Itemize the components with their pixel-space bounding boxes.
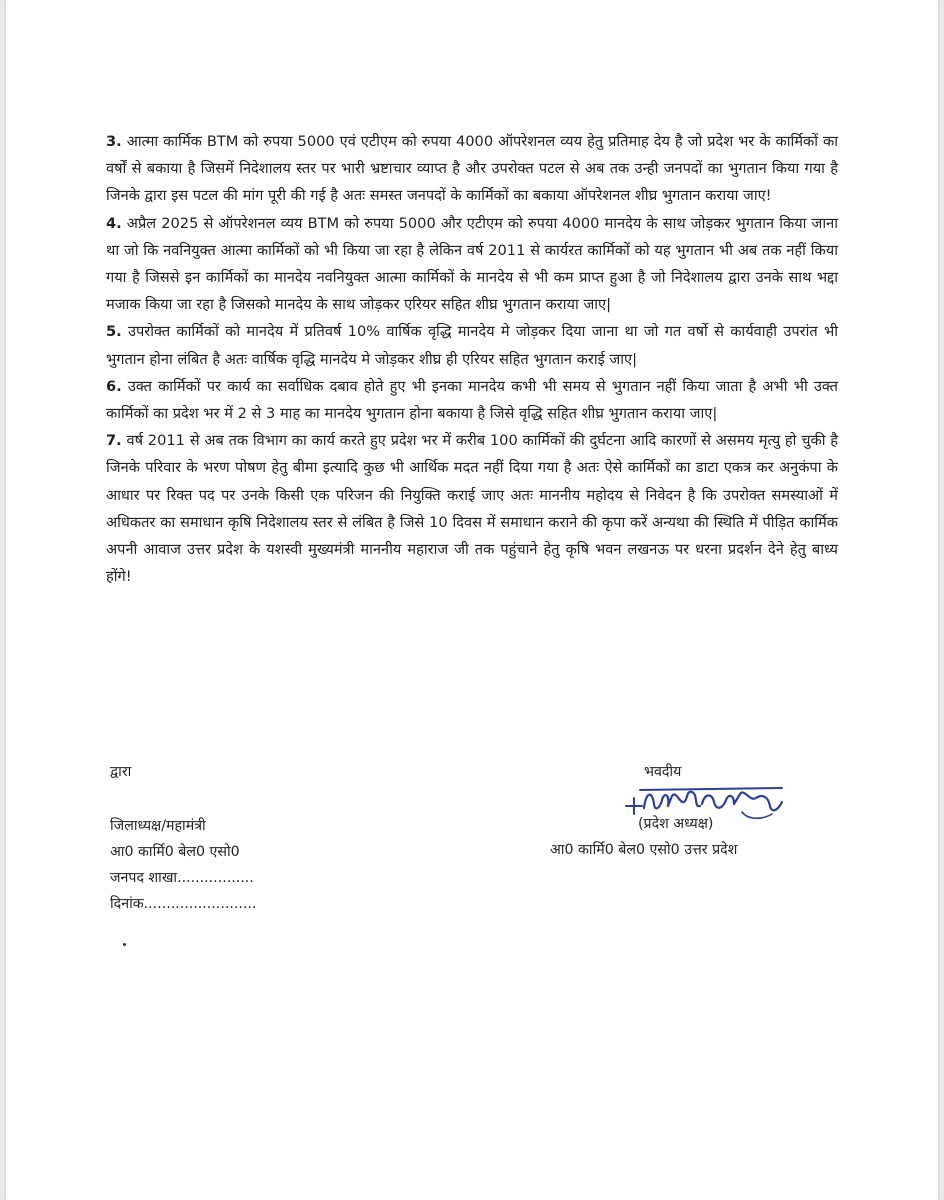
point-text: अप्रैल 2025 से ऑपरेशनल व्यय BTM को रुपया 5000 और एटीएम को रुपया 4000 मानदेय के साथ जोड़कर भुगतान किया जाना था जो कि नवनियुक्त आत्मा कार्मिकों को भी किया जा रहा है लेकिन वर्ष 2011 से कार्यरत कार्मिकों को यह भुगतान भी अब तक नहीं किया गया है जिससे इन कार्मिकों का मानदेय नवनियुक्त आत्मा कार्मिकों के मानदेय से भी कम प्राप्त हुआ है जो निदेशालय द्वारा उनके साथ भद्दा मजाक किया जा रहा है जिसको मानदेय के साथ जोड़कर एरियर सहित शीघ्र भुगतान कराया जाए|	[106, 214, 839, 314]
point-text: आत्मा कार्मिक BTM को रुपया 5000 एवं एटीएम को रुपया 4000 ऑपरेशनल व्यय हेतु प्रतिमाह देय है जो प्रदेश भर के कार्मिकों का वर्षों से बकाया है जिसमें निदेशालय स्तर पर भारी भ्रष्टाचार व्याप्त है और उपरोक्त पटल से अब तक उन्ही जनपदों का भुगतान किया गया है जिनके द्वारा इस पटल की मांग पूरी की गई है अतः समस्त जनपदों के कार्मिकों का बकाया ऑपरेशनल शीघ्र भुगतान कराया जाए!	[106, 133, 838, 205]
point-3	[106, 128, 838, 210]
point-number: 7.	[106, 432, 122, 450]
point-number: 5.	[106, 323, 122, 341]
point-number: 6.	[106, 377, 122, 395]
point-number: 3.	[106, 133, 122, 150]
point-text: उक्त कार्मिकों पर कार्य का सर्वाधिक दबाव होते हुए भी इनका मानदेय कभी भी समय से भुगतान नहीं किया जाता है अभी भी उक्त कार्मिकों का प्रदेश भर में 2 से 3 माह का मानदेय भुगतान होना बकाया है जिसे वृद्धि सहित शीघ्र भुगतान कराया जाए|	[106, 377, 838, 423]
point-6	[106, 373, 838, 427]
signatory-block	[526, 760, 826, 880]
district-branch-field: जनपद शाखा.................	[110, 870, 254, 886]
ink-speck	[123, 943, 126, 946]
letter-page	[6, 0, 938, 1200]
point-7	[106, 427, 838, 590]
point-text: उपरोक्त कार्मिकों को मानदेय में प्रतिवर्ष 10% वार्षिक वृद्धि मानदेय मे जोड़कर दिया जाना था जो गत वर्षो से कार्यवाही उपरांत भी भुगतान होना लंबित है अतः वार्षिक वृद्धि मानदेय मे जोड़कर शीघ्र ही एरियर सहित भुगतान कराई जाए|	[106, 323, 838, 368]
closing-salutation: भवदीय	[644, 764, 682, 780]
association-full-name: आ0 कार्मि0 बेल0 एसो0 उत्तर प्रदेश	[550, 842, 738, 858]
point-5	[106, 318, 838, 372]
association-name: आ0 कार्मि0 बेल0 एसो0	[110, 844, 240, 860]
by-label: द्वारा	[110, 764, 132, 780]
point-text: वर्ष 2011 से अब तक विभाग का कार्य करते हुए प्रदेश भर में करीब 100 कार्मिकों की दुर्घटना आदि कारणों से असमय मृत्यु हो चुकी है जिनके परिवार के भरण पोषण हेतु बीमा इत्यादि कुछ भी आर्थिक मदत नहीं दिया गया है अतः ऐसे कार्मिकों का डाटा एकत्र कर अनुकंपा के आधार पर रिक्त पद पर उनके किसी एक परिजन की नियुक्ति कराई जाए अतः माननीय महोदय से निवेदन है कि उपरोक्त समस्याओं में अधिकतर का समाधान कृषि निदेशालय स्तर से लंबित है जिसे 10 दिवस में समाधान कराने की कृपा करें अन्यथा की स्थिति में पीड़ित कार्मिक अपनी आवाज उत्तर प्रदेश के यशस्वी मुख्यमंत्री माननीय महाराज जी तक पहुंचाने हेतु कृषि भवन लखनऊ पर धरना प्रदर्शन देने हेतु बाध्य होंगे!	[106, 432, 838, 586]
designation: जिलाध्यक्ष/महामंत्री	[110, 818, 206, 834]
point-number: 4.	[106, 214, 122, 232]
date-field: दिनांक.........................	[110, 896, 257, 912]
signatory-title: (प्रदेश अध्यक्ष)	[638, 816, 714, 832]
point-4	[106, 210, 838, 319]
letter-body	[106, 128, 838, 590]
